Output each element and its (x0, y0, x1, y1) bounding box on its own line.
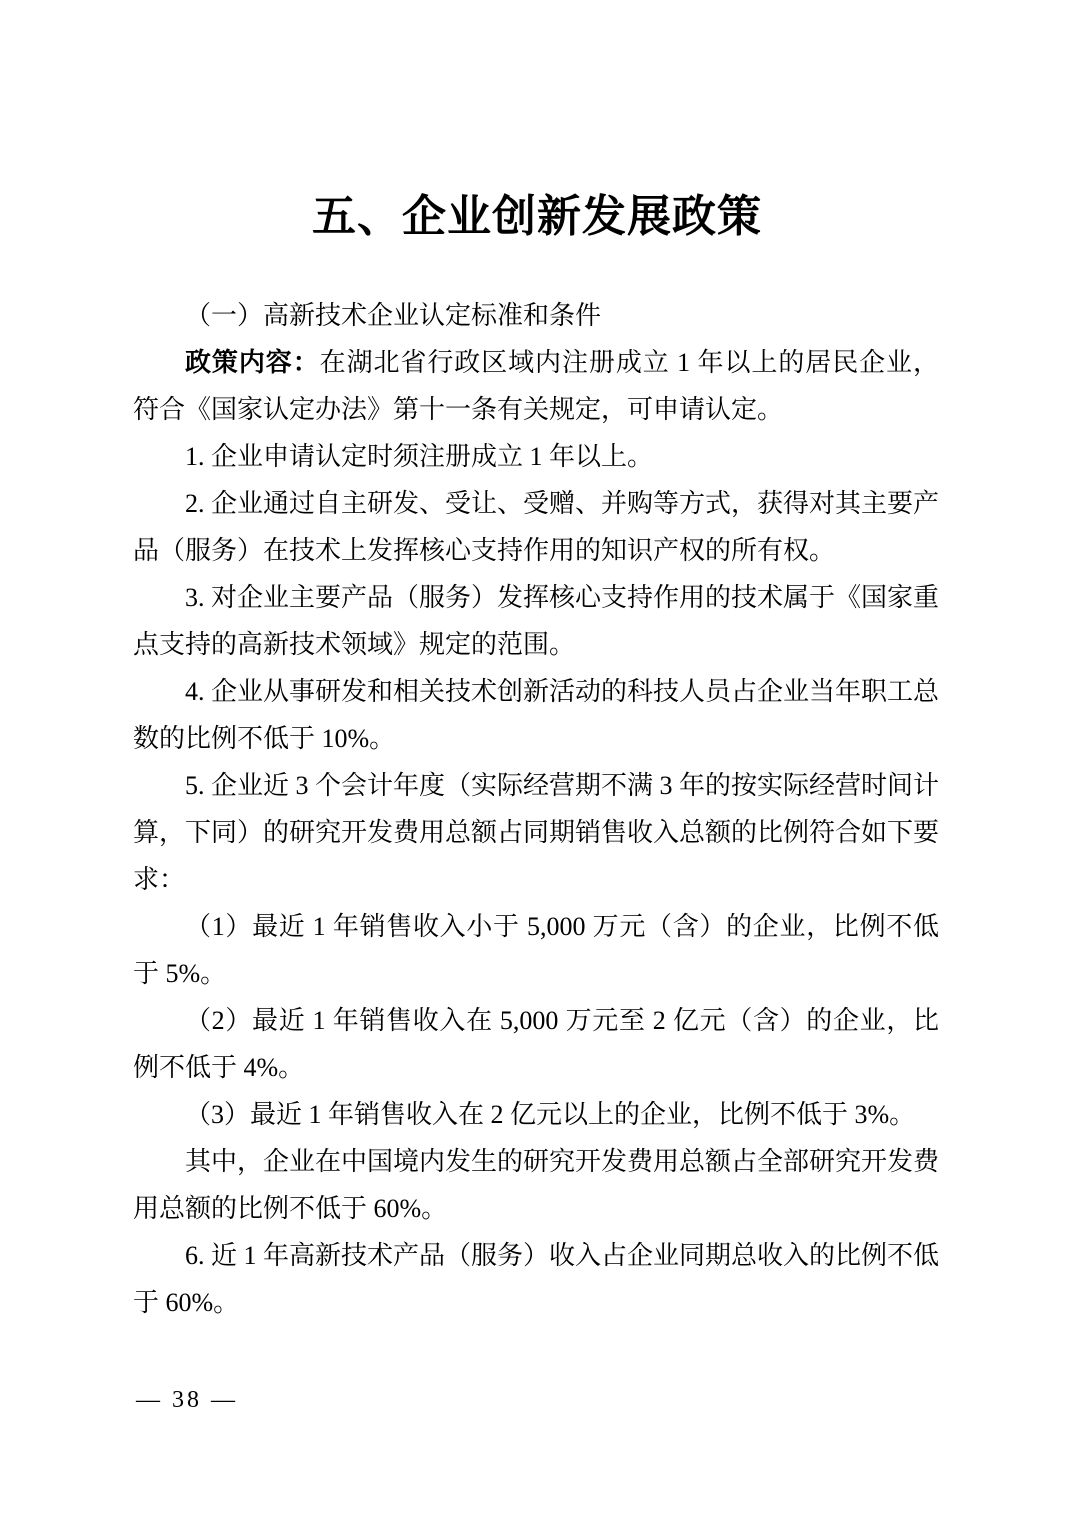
policy-content-text: 在湖北省行政区域内注册成立 1 年以上的居民企业，符合《国家认定办法》第十一条有关规定，可申请认定。 (133, 348, 939, 424)
paragraph-item-6: 6. 近 1 年高新技术产品（服务）收入占企业同期总收入的比例不低于 60%。 (133, 1241, 940, 1317)
paragraph-subitem-2: （2）最近 1 年销售收入在 5,000 万元至 2 亿元（含）的企业，比例不低于 4%。 (133, 1006, 939, 1082)
paragraph-item-2: 2. 企业通过自主研发、受让、受赠、并购等方式，获得对其主要产品（服务）在技术上发挥核心支持作用的知识产权的所有权。 (133, 489, 940, 565)
page-number: — 38 — (136, 1387, 238, 1413)
paragraph-subitem-1: （1）最近 1 年销售收入小于 5,000 万元（含）的企业，比例不低于 5%。 (133, 912, 939, 988)
paragraph-item-3: 3. 对企业主要产品（服务）发挥核心支持作用的技术属于《国家重点支持的高新技术领域》规定的范围。 (133, 583, 940, 659)
paragraph-item-5: 5. 企业近 3 个会计年度（实际经营期不满 3 年的按实际经营时间计算，下同）的研究开发费用总额占同期销售收入总额的比例符合如下要求： (133, 771, 940, 894)
paragraph-qizhong: 其中，企业在中国境内发生的研究开发费用总额占全部研究开发费用总额的比例不低于 60%。 (133, 1147, 940, 1223)
policy-content-label: 政策内容： (185, 348, 320, 377)
section-heading: （一）高新技术企业认定标准和条件 (185, 301, 602, 330)
paragraph-item-1: 1. 企业申请认定时须注册成立 1 年以上。 (185, 442, 654, 471)
document-body (133, 292, 939, 1326)
page-title: 五、企业创新发展政策 (312, 192, 762, 241)
paragraph-subitem-3: （3）最近 1 年销售收入在 2 亿元以上的企业，比例不低于 3%。 (185, 1100, 916, 1129)
policy-content-paragraph (133, 339, 939, 433)
paragraph-item-4: 4. 企业从事研发和相关技术创新活动的科技人员占企业当年职工总数的比例不低于 10%。 (133, 677, 940, 753)
